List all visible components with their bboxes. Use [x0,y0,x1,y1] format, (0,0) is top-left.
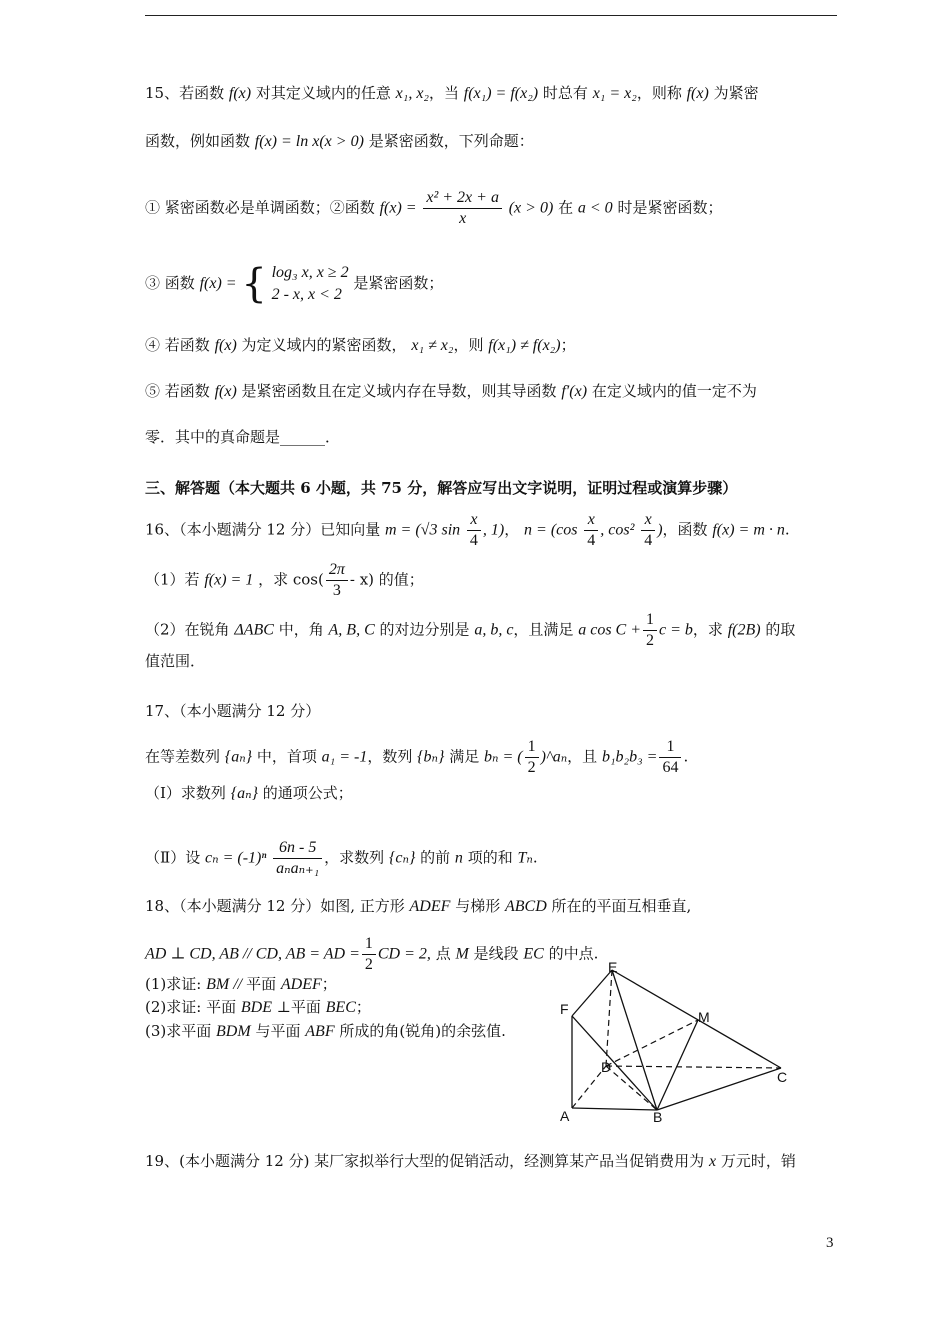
label-A: A [560,1108,570,1124]
edge-EB [612,970,657,1110]
section-title: 三、解答题（本大题共 6 小题，共 75 分，解答应写出文字说明，证明过程或演算步骤） [145,479,738,497]
piecewise-cases: log₃ x, x ≥ 2 2 - x, x < 2 [271,264,349,303]
q15-prop3: ③ 函数 f(x) = { log₃ x, x ≥ 2 2 - x, x < 2 是紧密函数； [145,261,444,307]
label-M: M [698,1009,710,1025]
q17-part1: （Ⅰ）求数列 {aₙ} 的通项公式； [145,784,353,802]
q15-prop4: ④ 若函数 f(x) 为定义域内的紧密函数， x₁ ≠ x₂，则 f(x₁) ≠ f(x₂)； [145,336,576,354]
q19-line: 19、(本小题满分 12 分) 某厂家拟举行大型的促销活动，经测算某产品当促销费用为 x 万元时，销 [145,1152,796,1170]
q17-head: 17、（本小题满分 12 分） [145,702,321,720]
left-brace: { [241,261,267,307]
geometry-figure [555,960,800,1125]
edge-EC [612,970,781,1068]
q15-line2: 函数，例如函数 f(x) = ln x(x > 0) 是紧密函数，下列命题： [145,132,534,150]
q18-sub3: (3)求平面 BDM 与平面 ABF 所成的角(锐角)的余弦值. [145,1022,506,1040]
q15-line1: 15、若函数 f(x) 对其定义域内的任意 x₁, x₂，当 f(x₁) = f(x₂) 时总有 x₁ = x₂，则称 f(x) 为紧密 [145,84,759,102]
edge-ED-hidden [606,970,612,1066]
q15-prop1: ① 紧密函数必是单调函数；②函数 f(x) = $\frac{\text{x² + 2x + a}}{x}$ (x > 0) 在 a < 0 时是紧密函数； [145,189,723,227]
label-C: C [777,1069,788,1085]
q16-part2-cont: 值范围． [145,652,206,670]
q16-part1: （1）若 f(x) = 1 ，求 cos( $\frac{2\pi}{3}$ - x) 的值； [145,561,424,599]
header-rule [145,15,837,16]
edge-BC [657,1068,781,1110]
q18-line1: 18、（本小题满分 12 分）如图, 正方形 ADEF 与梯形 ABCD 所在的平面互相垂直, [145,897,692,915]
edge-AB [572,1108,657,1110]
label-B: B [653,1109,663,1125]
edge-DM-hidden [606,1020,698,1066]
edge-MB [657,1020,698,1110]
page-number: 3 [826,1235,834,1251]
q16-part2: （2）在锐角 ΔABC 中，角 A, B, C 的对边分别是 a, b, c，且满足 a cos C + $\frac{1}{2}$ c = b，求 f(2B) 的取 [145,611,796,649]
q15-answer-line: 零．其中的真命题是______． [145,428,341,446]
q17-part2: （Ⅱ）设 cₙ = (-1)ⁿ $\frac{6n - 5}{\text{aₙaₙ₊₁}}$ ，求数列 {cₙ} 的前 n 项的和 Tₙ. [145,839,538,877]
q18-line2: AD ⊥ CD, AB // CD, AB = AD = $\frac{1}{2}$ CD = 2, 点 M 是线段 EC 的中点. [145,935,599,973]
label-D: D [601,1059,612,1075]
q18-sub2: (2)求证: 平面 BDE ⊥平面 BEC； [145,998,371,1016]
q16-intro: 16、（本小题满分 12 分）已知向量 m = (√3 sin $\frac{x}{4}$ , 1)， n = (cos $\frac{x}{4}$ , cos² $\frac{x}{4}$ )，函数 f(x) = m · n. [145,511,790,549]
q17-line: 在等差数列 {aₙ} 中，首项 a₁ = -1，数列 {bₙ} 满足 bₙ = ( $\frac{1}{2}$ )^aₙ，且 b₁b₂b₃ = $\frac{1}{64}$ . [145,738,689,776]
edge-FB [572,1016,657,1110]
label-F: F [560,1001,569,1017]
q18-sub1: (1)求证: BM // 平面 ADEF； [145,975,337,993]
fraction: $\frac{\text{x² + 2x + a}}{x}$ [423,188,502,229]
label-E: E [608,960,618,975]
edge-DC-hidden [606,1066,781,1068]
edge-FE [572,970,612,1016]
q15-prop5: ⑤ 若函数 f(x) 是紧密函数且在定义域内存在导数，则其导函数 f′(x) 在定义域内的值一定不为 [145,382,757,400]
